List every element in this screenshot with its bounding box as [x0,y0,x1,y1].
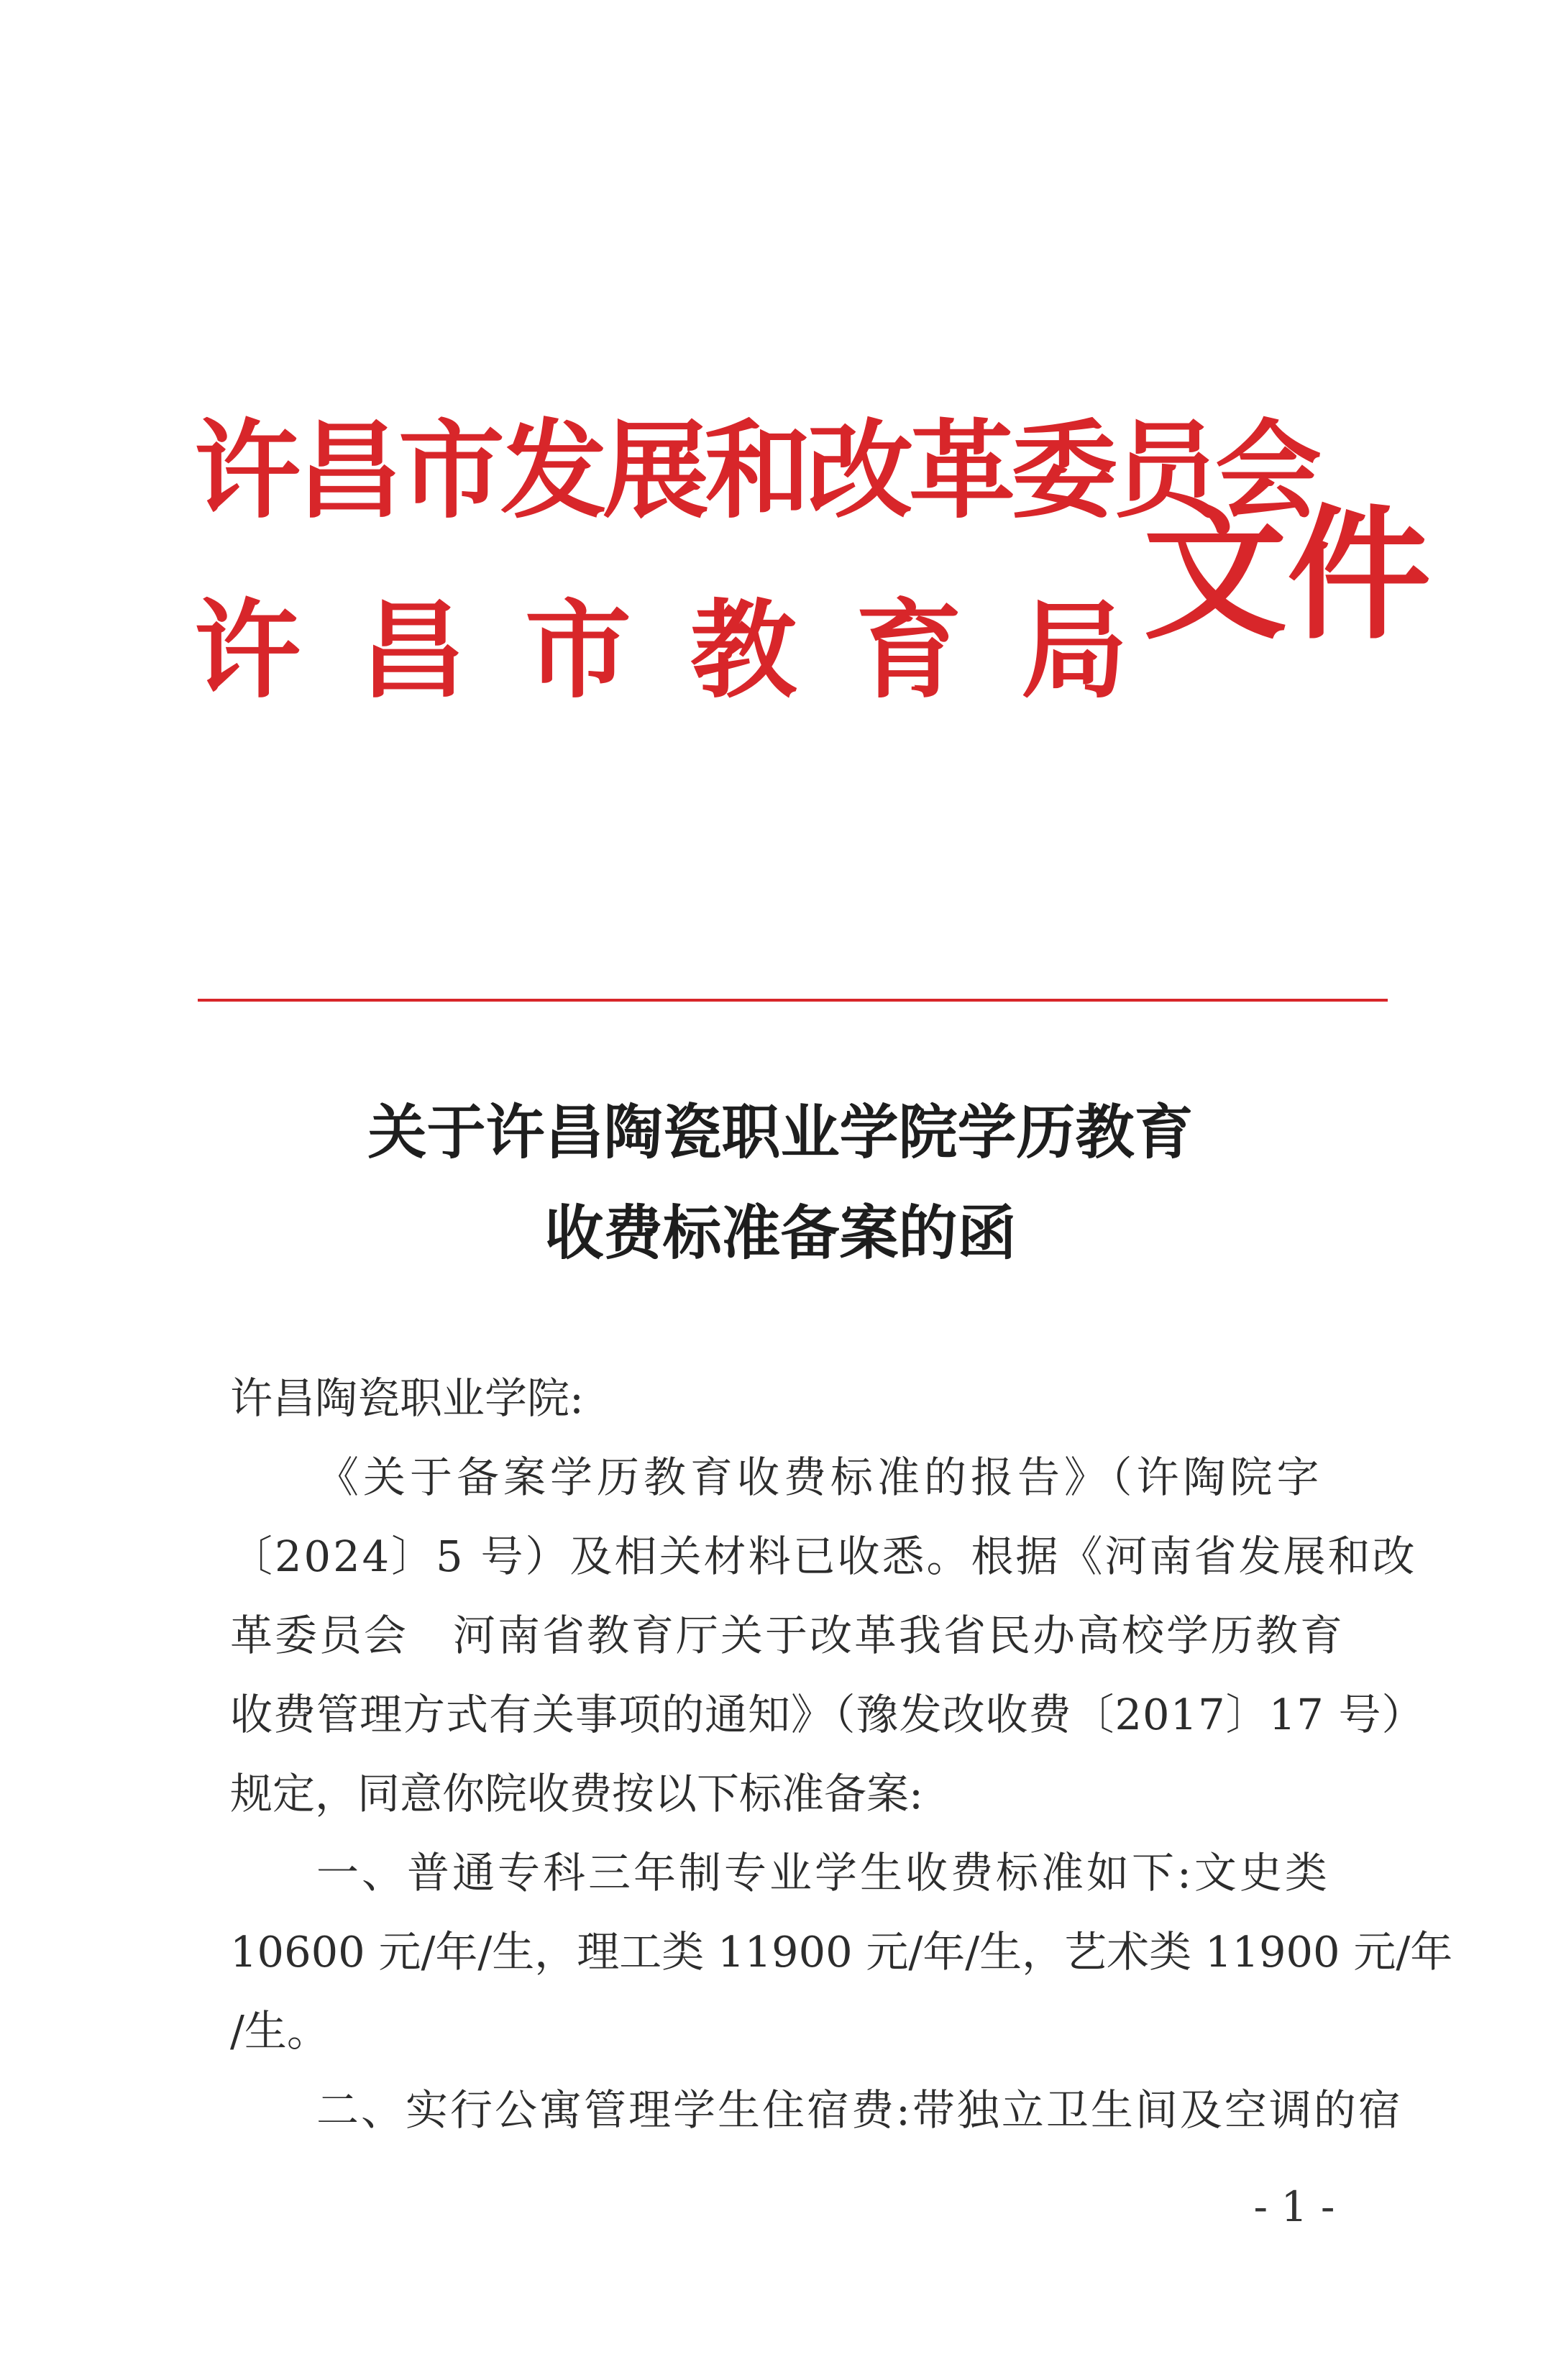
issuer-line-1: 许昌市发展和改革委员会 [194,408,1317,533]
body-line-8: /生。 [230,2006,329,2056]
document-title-line-2: 收费标准备案的函 [544,1199,1017,1268]
salutation: 许昌陶瓷职业学院: [230,1373,584,1423]
body-line-4: 收费管理方式有关事项的通知》（豫发改收费〔2017〕17 号） [230,1690,1425,1739]
body-line-5: 规定，同意你院收费按以下标准备案: [230,1769,923,1818]
body-line-7: 10600 元/年/生，理工类 11900 元/年/生，艺术类 11900 元/年 [230,1927,1453,1977]
page-number: - 1 - [1253,2182,1335,2231]
red-separator-line [198,999,1388,1002]
body-line-9: 二、实行公寓管理学生住宿费:带独立卫生间及空调的宿 [316,2085,1403,2135]
document-type-word: 文件 [1143,490,1432,659]
document-title-line-1: 关于许昌陶瓷职业学院学历教育 [367,1099,1194,1167]
body-line-1: 《关于备案学历教育收费标准的报告》（许陶院字 [316,1452,1324,1502]
body-line-2: 〔2024〕5 号）及相关材料已收悉。根据《河南省发展和改 [230,1532,1417,1581]
issuer-line-2: 许昌市教育局 [194,587,1186,713]
body-line-3: 革委员会 河南省教育厅关于改革我省民办高校学历教育 [230,1611,1345,1660]
document-header [194,403,1432,733]
body-line-6: 一、普通专科三年制专业学生收费标准如下:文史类 [316,1848,1330,1898]
